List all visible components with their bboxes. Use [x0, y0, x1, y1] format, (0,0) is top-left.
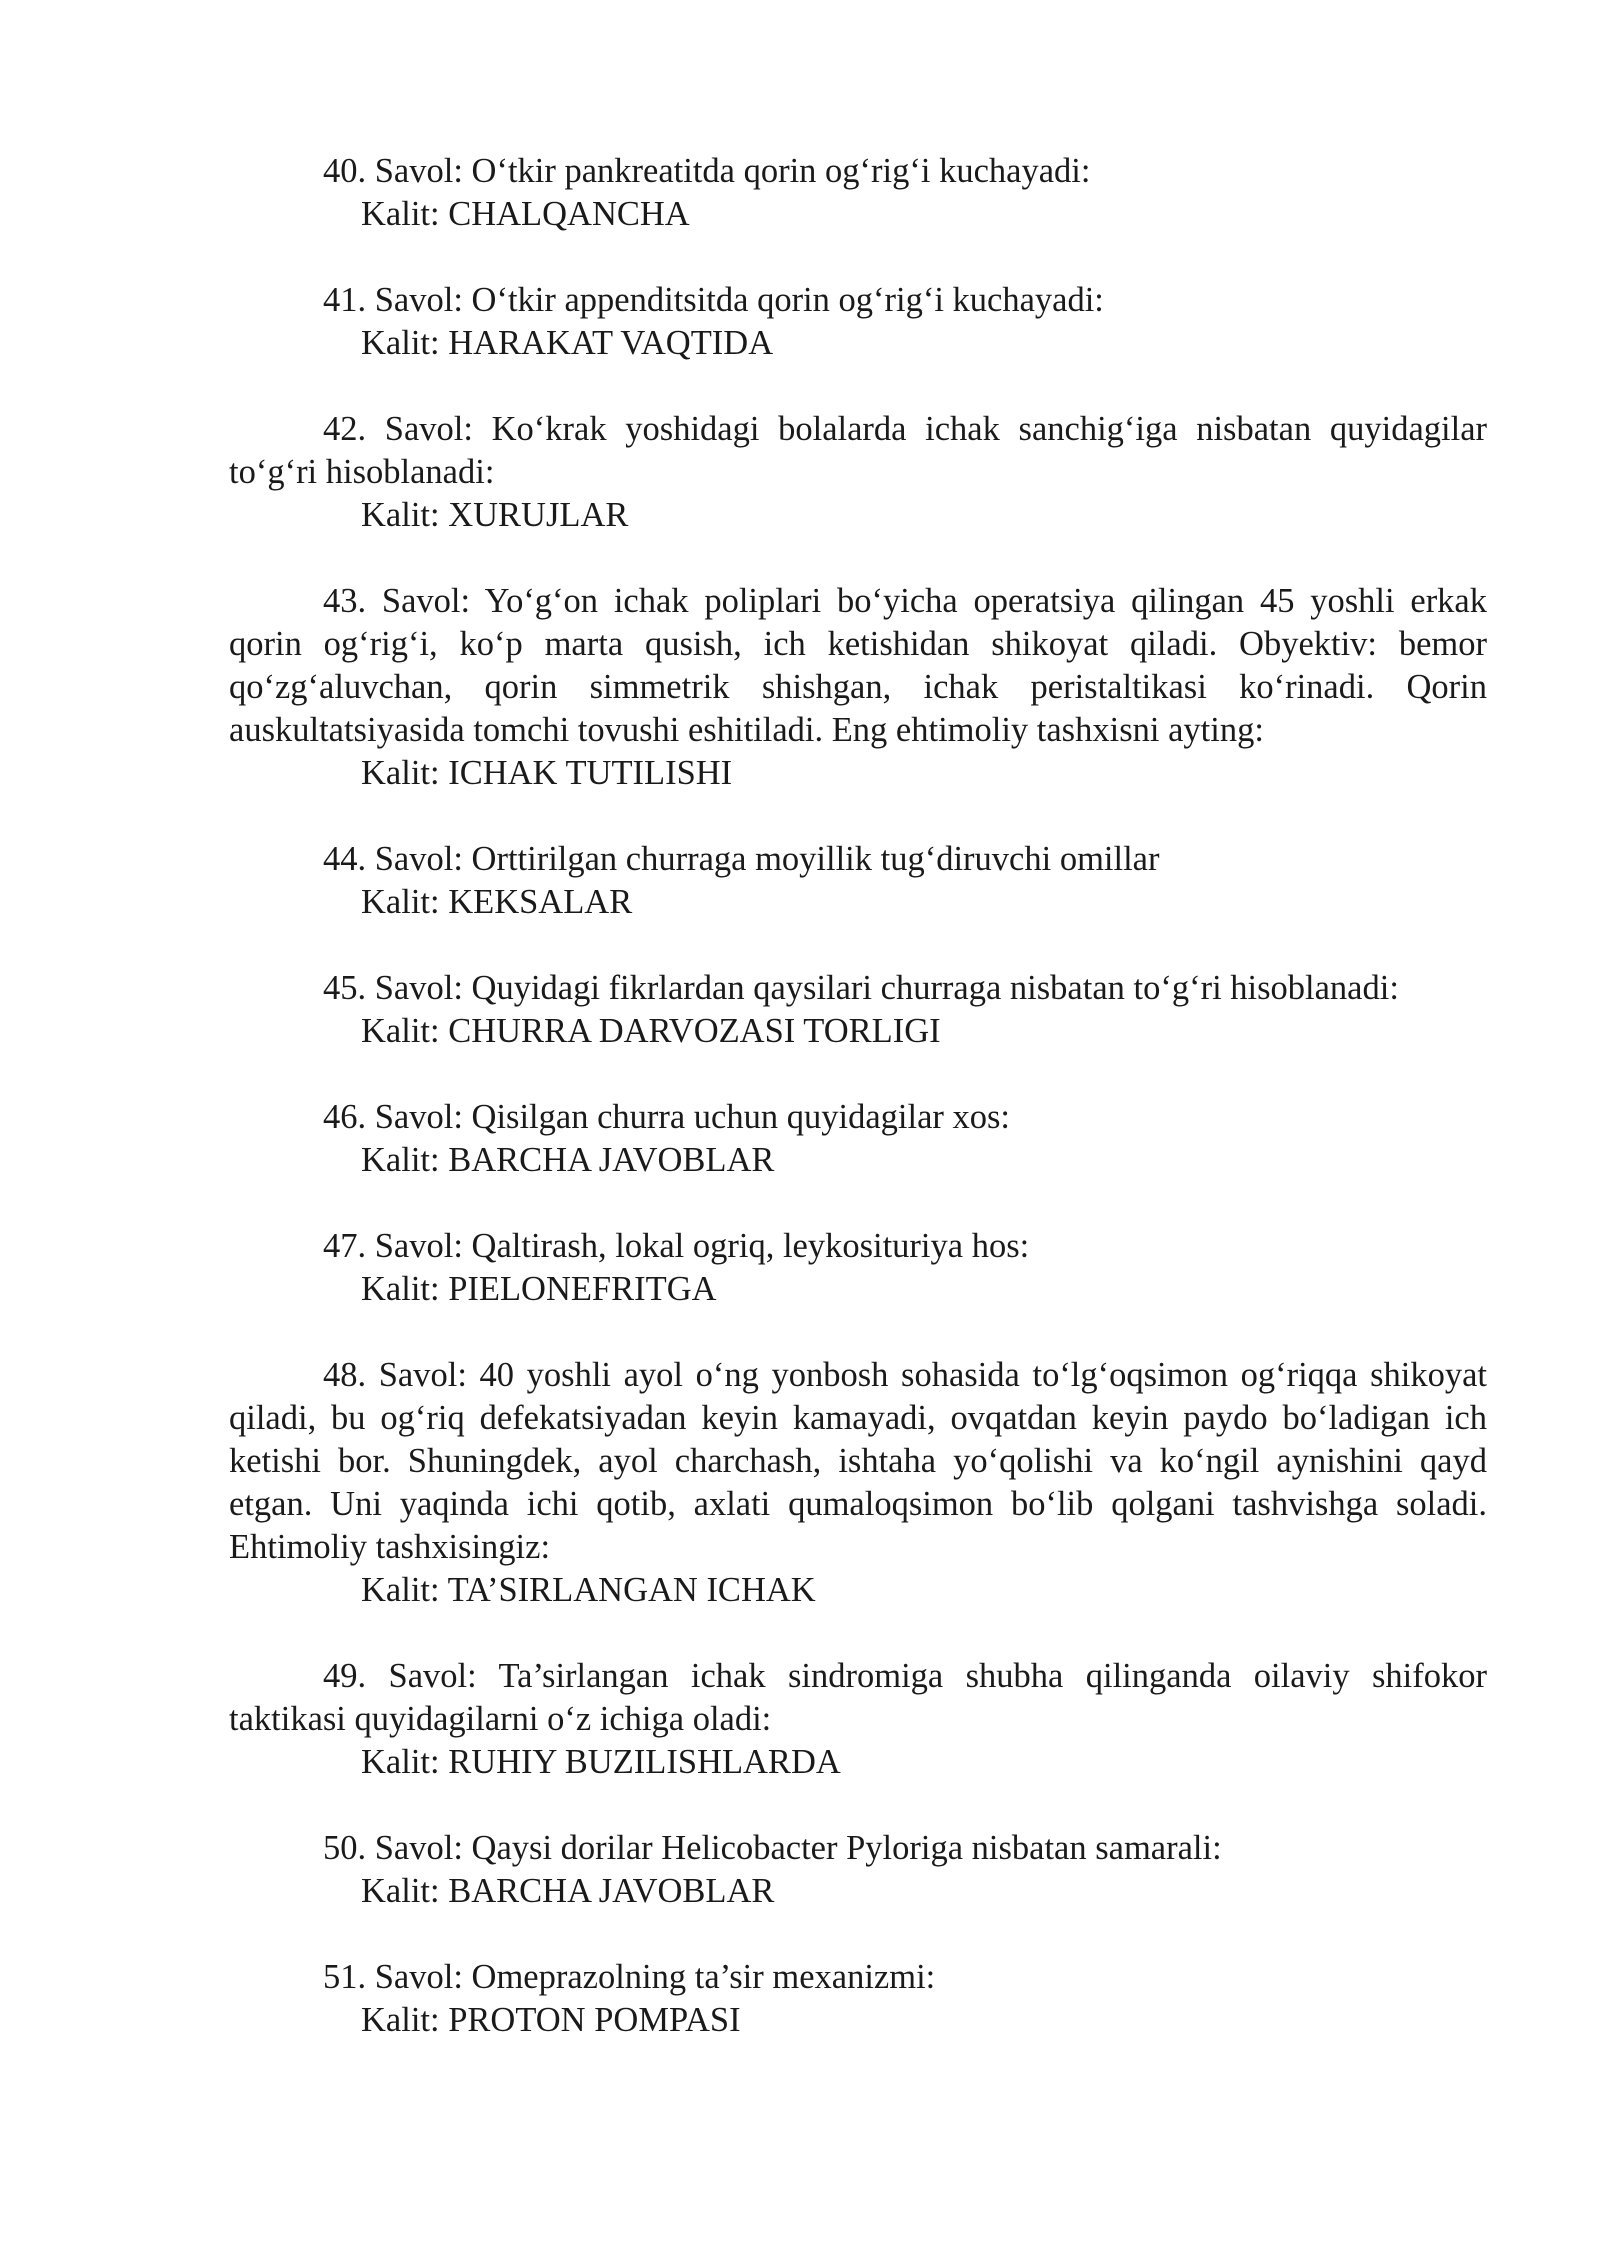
key-value: CHURRA DARVOZASI TORLIGI — [448, 1012, 941, 1050]
qa-item-45 — [229, 967, 1487, 1053]
qa-item-44 — [229, 838, 1487, 924]
key-label: Kalit: — [361, 2001, 440, 2039]
key-value: BARCHA JAVOBLAR — [448, 1141, 775, 1179]
key-label: Kalit: — [361, 1270, 440, 1308]
key-label: Kalit: — [361, 883, 440, 921]
question-text: 43. Savol: Yo‘g‘on ichak poliplari bo‘yicha operatsiya qilingan 45 yoshli erkak qorin og‘rig‘i, ko‘p marta qusish, ich ketishidan shikoyat qiladi. Obyektiv: bemor qo‘zg‘aluvchan, qorin simmetrik shishgan, ichak peristaltikasi ko‘rinadi. Qorin auskultatsiyasida tomchi tovushi eshitiladi. Eng ehtimoliy tashxisni ayting: — [229, 582, 1487, 749]
answer-line — [361, 1870, 1487, 1913]
key-label: Kalit: — [361, 1872, 440, 1910]
answer-line — [361, 1010, 1487, 1053]
qa-item-51 — [229, 1956, 1487, 2042]
key-value: CHALQANCHA — [448, 195, 690, 233]
answer-line — [361, 1569, 1487, 1612]
question-text: 44. Savol: Orttirilgan churraga moyillik tug‘diruvchi omillar — [323, 840, 1160, 878]
qa-item-46 — [229, 1096, 1487, 1182]
answer-line — [361, 1139, 1487, 1182]
key-label: Kalit: — [361, 1571, 440, 1609]
key-value: BARCHA JAVOBLAR — [448, 1872, 775, 1910]
answer-line — [361, 1999, 1487, 2042]
answer-line — [361, 1268, 1487, 1311]
answer-line — [361, 322, 1487, 365]
question-text: 51. Savol: Omeprazolning ta’sir mexanizmi: — [323, 1958, 936, 1996]
answer-line — [361, 752, 1487, 795]
answer-line — [361, 494, 1487, 537]
question-text: 49. Savol: Ta’sirlangan ichak sindromiga shubha qilinganda oilaviy shifokor taktikasi quyidagilarni o‘z ichiga oladi: — [229, 1657, 1487, 1738]
question-text: 48. Savol: 40 yoshli ayol o‘ng yonbosh sohasida to‘lg‘oqsimon og‘riqqa shikoyat qiladi, bu og‘riq defekatsiyadan keyin kamayadi, ovqatdan keyin paydo bo‘ladigan ich ketishi bor. Shuningdek, ayol charchash, ishtaha yo‘qolishi va ko‘ngil aynishini qayd etgan. Uni yaqinda ichi qotib, axlati qumaloqsimon bo‘lib qolgani tashvishga soladi. Ehtimoliy tashxisingiz: — [229, 1356, 1487, 1566]
qa-item-42 — [229, 408, 1487, 537]
key-label: Kalit: — [361, 1743, 440, 1781]
key-value: PROTON POMPASI — [448, 2001, 741, 2039]
question-text: 50. Savol: Qaysi dorilar Helicobacter Pyloriga nisbatan samarali: — [323, 1829, 1222, 1867]
document-page — [229, 150, 1487, 2085]
qa-item-50 — [229, 1827, 1487, 1913]
answer-line — [361, 881, 1487, 924]
question-text: 41. Savol: O‘tkir appenditsitda qorin og‘rig‘i kuchayadi: — [323, 281, 1104, 319]
qa-item-40 — [229, 150, 1487, 236]
key-value: ICHAK TUTILISHI — [448, 754, 733, 792]
question-text: 42. Savol: Ko‘krak yoshidagi bolalarda ichak sanchig‘iga nisbatan quyidagilar to‘g‘ri hisoblanadi: — [229, 410, 1487, 491]
question-text: 45. Savol: Quyidagi fikrlardan qaysilari churraga nisbatan to‘g‘ri hisoblanadi: — [323, 969, 1399, 1007]
qa-item-41 — [229, 279, 1487, 365]
question-text: 46. Savol: Qisilgan churra uchun quyidagilar xos: — [323, 1098, 1011, 1136]
qa-item-47 — [229, 1225, 1487, 1311]
answer-line — [361, 1741, 1487, 1784]
key-value: HARAKAT VAQTIDA — [448, 324, 774, 362]
answer-line — [361, 193, 1487, 236]
key-label: Kalit: — [361, 324, 440, 362]
qa-item-49 — [229, 1655, 1487, 1784]
qa-item-43 — [229, 580, 1487, 795]
question-text: 40. Savol: O‘tkir pankreatitda qorin og‘rig‘i kuchayadi: — [323, 152, 1091, 190]
key-label: Kalit: — [361, 496, 440, 534]
key-value: KEKSALAR — [448, 883, 633, 921]
key-label: Kalit: — [361, 754, 440, 792]
key-label: Kalit: — [361, 195, 440, 233]
question-text: 47. Savol: Qaltirash, lokal ogriq, leykosituriya hos: — [323, 1227, 1030, 1265]
key-value: XURUJLAR — [448, 496, 629, 534]
key-value: RUHIY BUZILISHLARDA — [448, 1743, 841, 1781]
key-label: Kalit: — [361, 1141, 440, 1179]
key-value: PIELONEFRITGA — [448, 1270, 717, 1308]
key-label: Kalit: — [361, 1012, 440, 1050]
qa-item-48 — [229, 1354, 1487, 1612]
key-value: TA’SIRLANGAN ICHAK — [447, 1571, 816, 1609]
